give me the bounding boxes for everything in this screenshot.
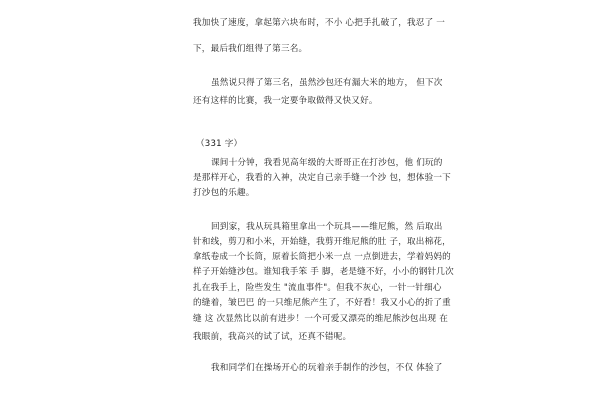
text-line: 我和同学们在操场开心的玩着亲手制作的沙包，不仅 体验了 (211, 363, 443, 373)
text-line: 回到家，我从玩具箱里拿出一个玩具——维尼熊，然 后取出 (211, 222, 443, 232)
text-line: 虽然说只得了第三名，虽然沙包还有漏大米的地方， 但下次 (211, 78, 443, 88)
text-line: 我加快了速度，拿起第六块布时，不小 心把手扎破了，我忍了 一 (193, 18, 446, 28)
text-line: 拿纸卷成一个长筒，原着长筒把小米一点 一点倒进去，学着妈妈的 (193, 252, 451, 262)
text-line: 打沙包的乐趣。 (193, 188, 255, 198)
text-line: 还有这样的比赛，我一定要争取做得又快又好。 (193, 96, 378, 106)
text-line: 样子开始缝沙包。谁知我手笨 手 脚，老是缝不好，小小的钢针几次 (193, 267, 454, 277)
text-line: 的缝着，皱巴巴 的一只维尼熊产生了，不好看！我又小心的折了重 (193, 298, 451, 308)
text-line: 我眼前，我高兴的试了试，还真不错呢。 (193, 332, 352, 342)
text-line: 针和线，剪刀和小米，开始缝，我剪开维尼熊的肚 子，取出棉花， (193, 237, 451, 247)
text-line: 课间十分钟，我看见高年级的大哥哥正在打沙包，他 们玩的 (211, 158, 443, 168)
text-line: 缝 这 次显然比以前有进步！一个可爱又漂亮的维尼熊沙包出现 在 (193, 314, 449, 324)
text-line: 是那样开心，我看的入神，决定自己亲手缝一个沙 包，想体验一下 (193, 173, 451, 183)
text-line: 下，最后我们组得了第三名。 (193, 44, 308, 54)
text-line: 扎在我手上，险些发生 "流血事件"。但我不灰心，一针一针细心 (193, 283, 442, 293)
word-count: （331 字） (196, 139, 243, 149)
